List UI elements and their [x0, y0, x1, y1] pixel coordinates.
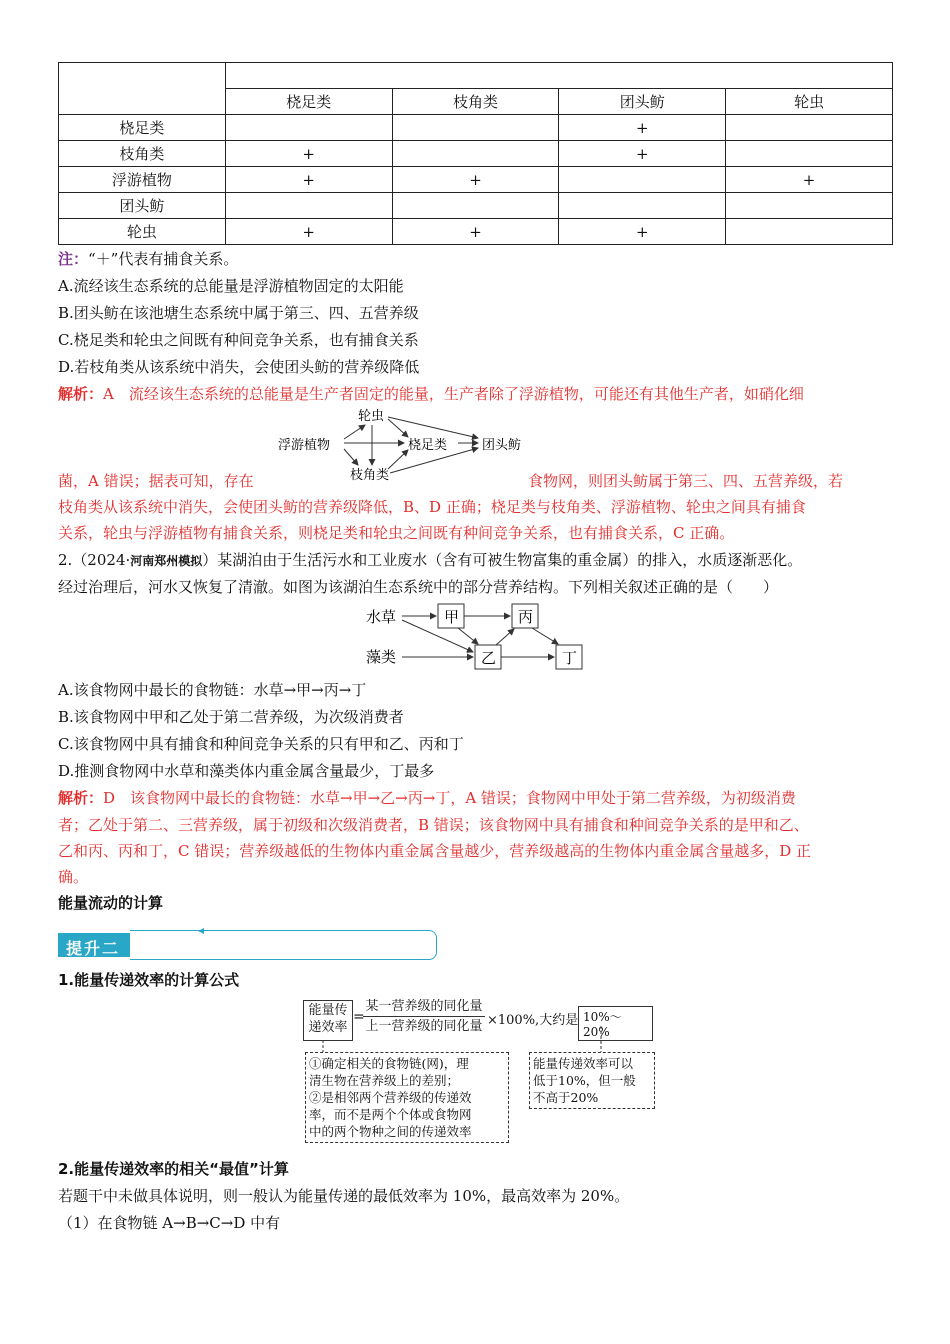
q2-stem-line1	[58, 549, 802, 572]
note1-line: 率，而不是两个个体或食物网	[309, 1107, 472, 1122]
q2-option-c: C.该食物网中具有捕食和种间竞争关系的只有甲和乙、丙和丁	[58, 735, 464, 753]
formula-equals: =	[353, 1009, 365, 1025]
table-cell: +	[559, 115, 726, 141]
table-cell	[225, 115, 392, 141]
q2-analysis-label: 解析：	[58, 789, 104, 807]
table-note	[58, 248, 238, 270]
formula-note-box-1	[305, 1052, 509, 1143]
row-label: 浮游植物	[59, 167, 226, 193]
table-cell: +	[726, 167, 893, 193]
q2-analysis-text: D 该食物网中最长的食物链：水草→甲→乙→丙→丁，A 错误；食物网中甲处于第二营养级，为初级消费	[103, 789, 796, 807]
table-cell: +	[225, 219, 392, 245]
table-cell: +	[392, 219, 559, 245]
note1-line: ②是相邻两个营养级的传递效	[309, 1090, 472, 1105]
table-cell: +	[225, 141, 392, 167]
note1-line: 清生物在营养级上的差别；	[309, 1073, 460, 1088]
note2-line: 能量传递效率可以	[533, 1056, 634, 1071]
formula-range-box: 10%～20%	[578, 1006, 653, 1041]
q2-option-a: A.该食物网中最长的食物链：水草→甲→丙→丁	[58, 681, 367, 699]
table-cell	[726, 219, 893, 245]
table-cell	[392, 141, 559, 167]
node-lunchong: 轮虫	[358, 409, 385, 424]
q2-option-d: D.推测食物网中水草和藻类体内重金属含量最少，丁最多	[58, 762, 435, 780]
node-bing: 丙	[518, 608, 534, 626]
option-b: B.团头鲂在该池塘生态系统中属于第三、四、五营养级	[58, 304, 419, 322]
table-cell	[225, 193, 392, 219]
food-web-2-arrows	[402, 616, 558, 657]
table-header-row-top	[59, 63, 893, 89]
analysis-line-2a: 菌，A 错误；据表可知，存在	[58, 472, 254, 490]
note-label: 注：	[58, 250, 89, 268]
section-banner	[58, 930, 438, 960]
formula-left-line1: 能量传	[308, 1003, 348, 1018]
node-tuantoufang: 团头鲂	[482, 438, 522, 453]
note2-line: 低于10%，但一般	[533, 1073, 636, 1088]
analysis-line-2b: 食物网，则团头鲂属于第三、四、五营养级，若	[528, 472, 844, 490]
node-jia: 甲	[444, 608, 460, 626]
predation-table	[58, 62, 893, 245]
column-header: 轮虫	[726, 89, 893, 115]
option-d: D.若枝角类从该系统中消失，会使团头鲂的营养级降低	[58, 358, 420, 376]
q2-analysis-line4: 确。	[58, 868, 89, 886]
analysis-line-4: 关系，轮虫与浮游植物有捕食关系，则桡足类和轮虫之间既有种间竞争关系，也有捕食关系，C 正确。	[58, 524, 735, 542]
table-cell: +	[392, 167, 559, 193]
row-label: 团头鲂	[59, 193, 226, 219]
formula-numerator: 某一营养级的同化量	[363, 998, 485, 1017]
banner-arrow-icon	[198, 928, 204, 934]
q2-stem-text: ）某湖泊由于生活污水和工业废水（含有可被生物富集的重金属）的排入，水质逐渐恶化。	[202, 551, 803, 569]
table-row	[59, 141, 893, 167]
q2-option-b: B.该食物网中甲和乙处于第二营养级，为次级消费者	[58, 708, 404, 726]
table-cell: +	[559, 219, 726, 245]
table-cell	[392, 193, 559, 219]
node-ding: 丁	[562, 649, 578, 667]
formula-figure	[303, 996, 653, 1148]
table-cell	[559, 193, 726, 219]
node-fuyouzhiwu: 浮游植物	[278, 438, 331, 453]
node-zaolei: 藻类	[366, 648, 397, 666]
row-label: 桡足类	[59, 115, 226, 141]
formula-left-line2: 递效率	[308, 1020, 348, 1035]
formula-note-box-2	[529, 1052, 655, 1109]
column-header: 桡足类	[225, 89, 392, 115]
table-cell	[726, 115, 893, 141]
table-cell	[392, 115, 559, 141]
banner-label: 提升二	[66, 939, 121, 958]
node-raozulei: 桡足类	[408, 438, 448, 453]
food-web-diagram-2	[360, 600, 600, 674]
table-corner-cell	[59, 63, 226, 115]
node-shuicao: 水草	[366, 608, 397, 626]
note1-line: ①确定相关的食物链(网)，理	[309, 1056, 469, 1071]
analysis-line	[58, 383, 804, 405]
section-heading: 能量流动的计算	[58, 894, 164, 912]
table-row	[59, 219, 893, 245]
banner-frame	[130, 930, 437, 960]
table-cell	[726, 193, 893, 219]
table-cell: +	[225, 167, 392, 193]
analysis-text: A 流经该生态系统的总能量是生产者固定的能量，生产者除了浮游植物，可能还有其他生产者，如硝化细	[103, 385, 804, 403]
formula-denominator: 上一营养级的同化量	[365, 1019, 483, 1034]
row-label: 枝角类	[59, 141, 226, 167]
option-a: A.流经该生态系统的总能量是浮游植物固定的太阳能	[58, 277, 404, 295]
table-row	[59, 193, 893, 219]
analysis-label: 解析：	[58, 385, 104, 403]
analysis-line-3: 枝角类从该系统中消失，会使团头鲂的营养级降低，B、D 正确；桡足类与枝角类、浮游植物、轮虫之间具有捕食	[58, 498, 806, 516]
q2-analysis-line2: 者；乙处于第二、三营养级，属于初级和次级消费者，B 错误；该食物网中具有捕食和种间竞争关系的是甲和乙、	[58, 816, 809, 834]
table-cell: +	[559, 141, 726, 167]
note2-line: 不高于20%	[533, 1090, 599, 1105]
column-header: 枝角类	[392, 89, 559, 115]
formula-title: 1.能量传递效率的计算公式	[58, 971, 240, 989]
item2-sub1: （1）在食物链 A→B→C→D 中有	[58, 1214, 281, 1232]
q2-number: 2.（2024·	[58, 551, 131, 569]
q2-analysis-line3: 乙和丙、丙和丁，C 错误；营养级越低的生物体内重金属含量越少，营养级越高的生物体内重金属含量越多，D 正	[58, 842, 812, 860]
table-row	[59, 115, 893, 141]
formula-times: ×100%,大约是	[487, 1013, 579, 1028]
node-zhijiaolei: 枝角类	[350, 468, 390, 483]
note-text: “＋”代表有捕食关系。	[88, 250, 239, 268]
q2-stem-line2: 经过治理后，河水又恢复了清澈。如图为该湖泊生态系统中的部分营养结构。下列相关叙述正确的是（ ）	[58, 578, 779, 596]
node-yi: 乙	[481, 649, 497, 667]
table-cell	[559, 167, 726, 193]
table-cell	[726, 141, 893, 167]
option-c: C.桡足类和轮虫之间既有种间竞争关系，也有捕食关系	[58, 331, 419, 349]
row-label: 轮虫	[59, 219, 226, 245]
column-header: 团头鲂	[559, 89, 726, 115]
q2-analysis-line1	[58, 787, 796, 809]
item2-title: 2.能量传递效率的相关“最值”计算	[58, 1160, 289, 1178]
food-web-diagram-1	[270, 405, 540, 485]
q2-source: 河南郑州模拟	[130, 554, 203, 568]
table-header-span	[225, 63, 892, 89]
note1-line: 中的两个物种之间的传递效率	[309, 1124, 472, 1139]
table-row	[59, 167, 893, 193]
item2-text: 若题干中未做具体说明，则一般认为能量传递的最低效率为 10%，最高效率为 20%。	[58, 1187, 630, 1205]
